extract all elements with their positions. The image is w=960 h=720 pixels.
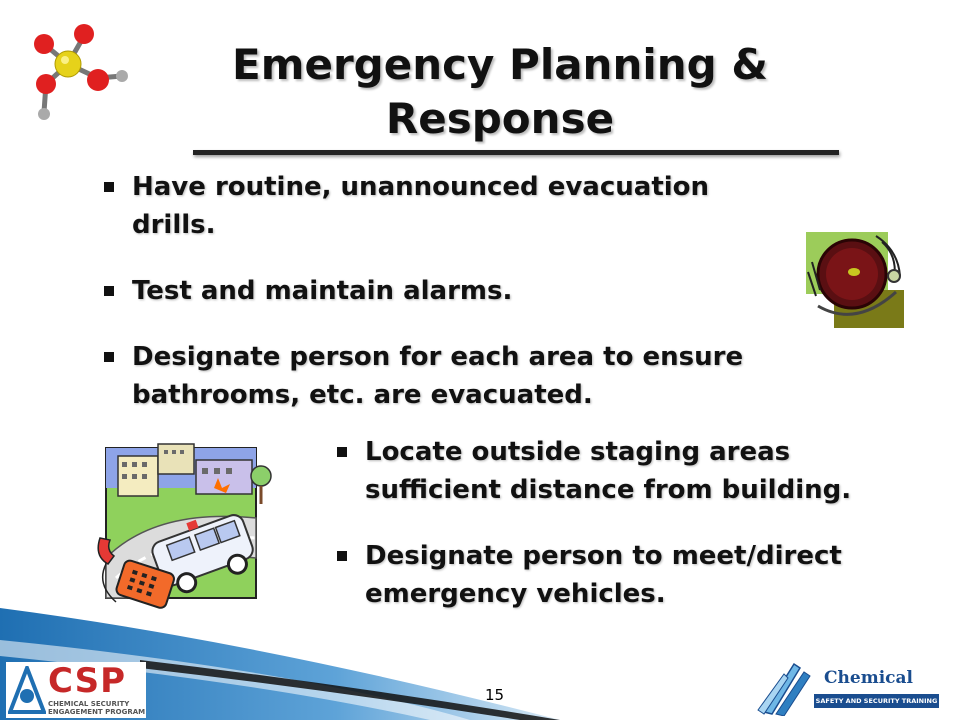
- alarm-bell-icon: [806, 232, 906, 330]
- csp-line-2: ENGAGEMENT PROGRAM: [48, 708, 146, 716]
- molecule-icon: [22, 22, 134, 122]
- ambulance-scene-icon: [96, 438, 282, 610]
- chemical-title: Chemical: [824, 668, 913, 688]
- bullet-item: Have routine, unannounced evacuation drills.: [100, 168, 790, 244]
- top-bullet-list: [100, 168, 790, 442]
- title-underline: [193, 150, 839, 155]
- bullet-item: Locate outside staging areas sufficient distance from building.: [333, 433, 893, 509]
- page-number: 15: [485, 686, 505, 704]
- chemical-subtitle: SAFETY AND SECURITY TRAINING: [815, 697, 938, 705]
- csp-letters: CSP: [48, 661, 126, 701]
- csp-emblem-icon: [8, 666, 46, 716]
- csp-line-1: CHEMICAL SECURITY: [48, 700, 130, 708]
- bullet-item: Designate person to meet/direct emergency vehicles.: [333, 537, 893, 613]
- bullet-item: Test and maintain alarms.: [100, 272, 790, 310]
- bullet-item: Designate person for each area to ensure bathrooms, etc. are evacuated.: [100, 338, 790, 414]
- chemical-banner: [814, 694, 939, 708]
- slide-title: Emergency Planning & Response: [232, 40, 768, 143]
- chemical-training-logo: [752, 660, 942, 718]
- csp-subtitle: [48, 700, 145, 716]
- csp-logo: [6, 662, 146, 718]
- chemical-logo-icon: [754, 660, 814, 716]
